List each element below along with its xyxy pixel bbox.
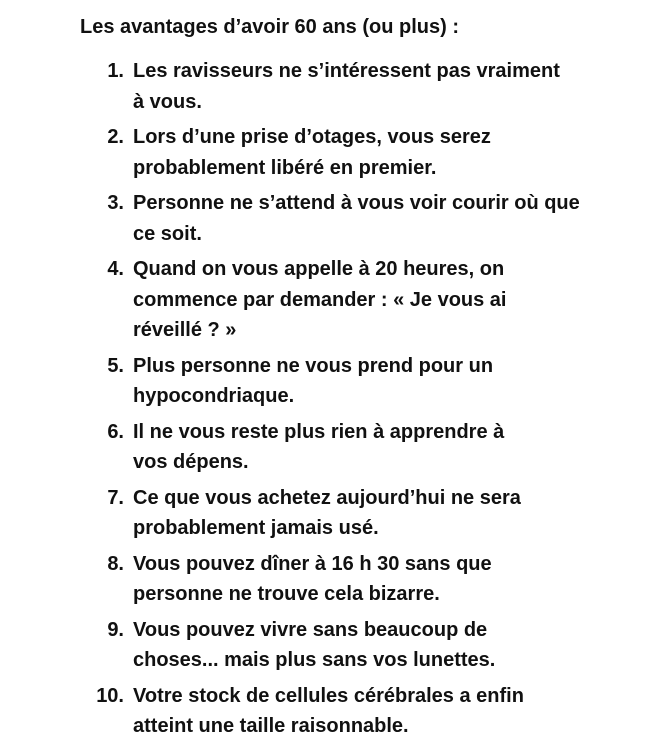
list-item bbox=[0, 417, 651, 478]
list-item-text bbox=[133, 549, 611, 610]
list-item-line: vos dépens. bbox=[133, 451, 249, 473]
list-item-line: probablement libéré en premier. bbox=[133, 156, 437, 179]
page-title: Les avantages d’avoir 60 ans (ou plus) : bbox=[80, 16, 460, 38]
list-item-line: à vous. bbox=[133, 90, 202, 113]
list-item bbox=[0, 188, 651, 249]
list-item-line: ce soit. bbox=[133, 222, 202, 245]
list-item-line: Personne ne s’attend à vous voir courir où que bbox=[133, 192, 580, 214]
list-item-line: atteint une taille raisonnable. bbox=[133, 715, 409, 737]
list-item bbox=[0, 56, 651, 117]
advantages-list bbox=[0, 56, 651, 742]
list-item-number: 7. bbox=[107, 486, 124, 509]
list-item-number: 4. bbox=[107, 258, 124, 280]
list-item-line: Votre stock de cellules cérébrales a enfin bbox=[133, 684, 524, 707]
list-item-line: choses... mais plus sans vos lunettes. bbox=[133, 649, 496, 671]
list-item-number: 10. bbox=[96, 684, 124, 707]
list-item-line: Les ravisseurs ne s’intéressent pas vraiment bbox=[133, 60, 560, 82]
list-item-text bbox=[133, 681, 611, 742]
list-item-number: 5. bbox=[107, 354, 124, 377]
list-item-line: hypocondriaque. bbox=[133, 385, 295, 407]
list-item-line: Vous pouvez vivre sans beaucoup de bbox=[133, 618, 488, 641]
list-item-line: Vous pouvez dîner à 16 h 30 sans que bbox=[133, 552, 492, 575]
list-item-line: Lors d’une prise d’otages, vous serez bbox=[133, 126, 491, 148]
list-item-line: Il ne vous reste plus rien à apprendre à bbox=[133, 420, 505, 443]
list-item-text bbox=[133, 254, 611, 346]
list-item bbox=[0, 122, 651, 183]
list-item-line: personne ne trouve cela bizarre. bbox=[133, 583, 440, 605]
list-item-number: 3. bbox=[107, 192, 124, 214]
list-item-number: 8. bbox=[107, 552, 124, 575]
list-item-text bbox=[133, 122, 611, 183]
list-item-text bbox=[133, 483, 611, 544]
list-item-line: probablement jamais usé. bbox=[133, 517, 379, 539]
list-item bbox=[0, 483, 651, 544]
list-item-text bbox=[133, 615, 611, 676]
list-item-line: commence par demander : « Je vous ai bbox=[133, 288, 507, 311]
list-item-number: 2. bbox=[107, 126, 124, 148]
list-item-line: Plus personne ne vous prend pour un bbox=[133, 354, 494, 377]
list-item-text bbox=[133, 417, 611, 478]
list-item bbox=[0, 681, 651, 742]
list-item-text bbox=[133, 188, 611, 249]
list-item-line: Ce que vous achetez aujourd’hui ne sera bbox=[133, 486, 521, 509]
list-item-text bbox=[133, 56, 611, 117]
list-item bbox=[0, 351, 651, 412]
list-item bbox=[0, 615, 651, 676]
list-item bbox=[0, 549, 651, 610]
list-item-line: Quand on vous appelle à 20 heures, on bbox=[133, 258, 505, 280]
list-item-number: 1. bbox=[107, 60, 124, 82]
list-item bbox=[0, 254, 651, 346]
list-item-line: réveillé ? » bbox=[133, 319, 237, 341]
list-item-text bbox=[133, 351, 611, 412]
list-item-number: 6. bbox=[107, 420, 124, 443]
list-item-number: 9. bbox=[107, 618, 124, 641]
